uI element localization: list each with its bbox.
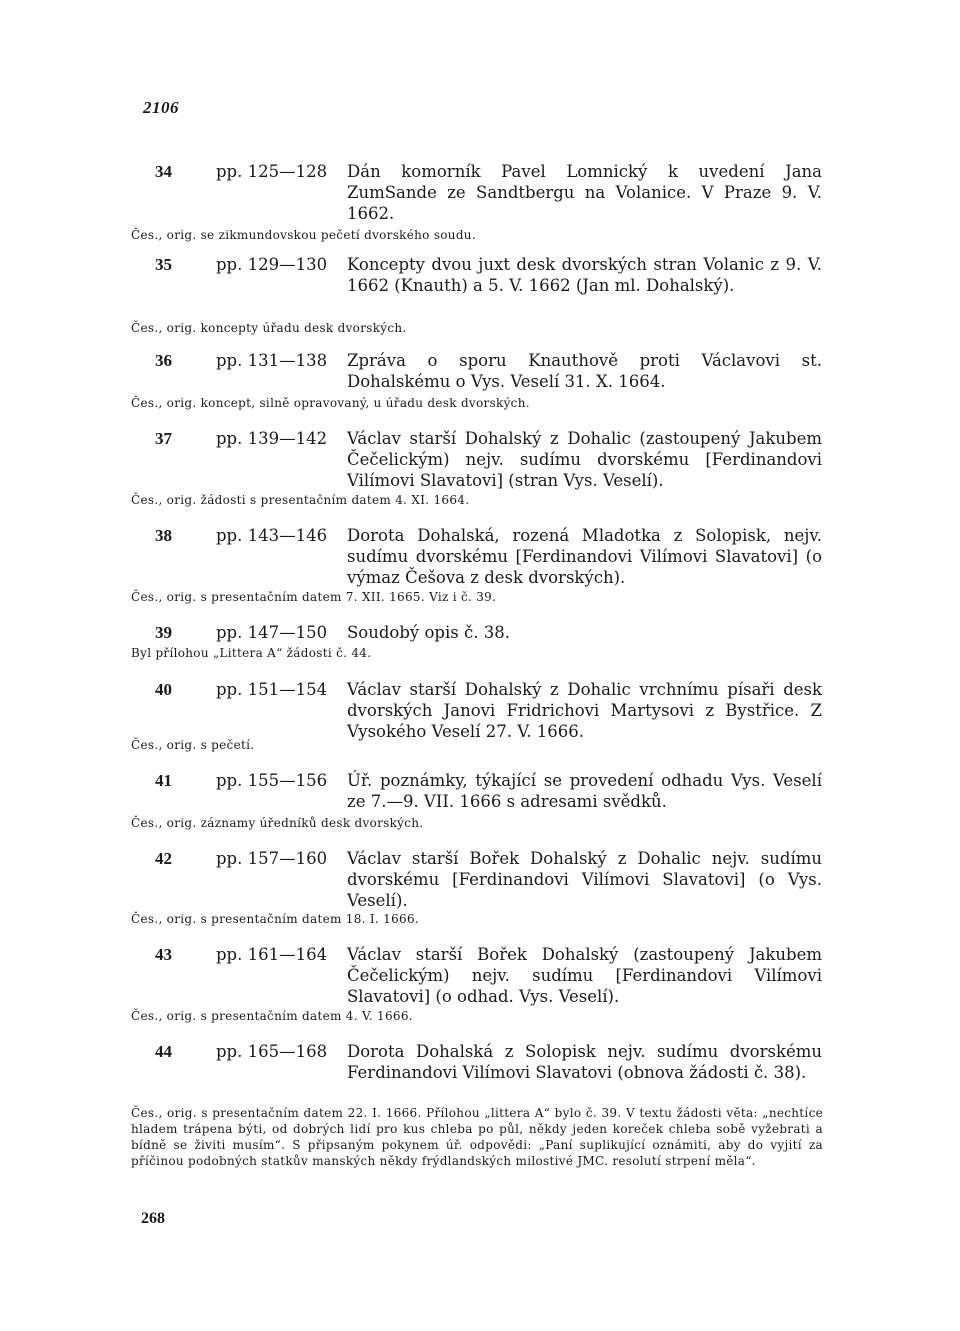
entry-note: Čes., orig. s presentačním datem 4. V. 1666. xyxy=(131,1009,413,1023)
entry-title: Václav starší Dohalský z Dohalic vrchnímu písaři desk dvorských Janovi Fridrichovi Martysovi z Bystřice. Z Vysokého Veselí 27. V. 1666. xyxy=(347,680,822,741)
entry-title: Soudobý opis č. 38. xyxy=(347,623,510,642)
entry-note: Byl přílohou „Littera A“ žádosti č. 44. xyxy=(131,646,372,660)
entry-title: Václav starší Bořek Dohalský (zastoupený Jakubem Čečelickým) nejv. sudímu [Ferdinandovi Vilímovi Slavatovi] (o odhad. Vys. Veselí). xyxy=(347,945,822,1006)
entry-note: Čes., orig. koncept, silně opravovaný, u úřadu desk dvorských. xyxy=(131,396,530,410)
entry-note: Čes., orig. žádosti s presentačním datem 4. XI. 1664. xyxy=(131,493,470,507)
entry-note: Čes., orig. záznamy úředníků desk dvorských. xyxy=(131,816,424,830)
entry-pages: pp. 139—142 xyxy=(216,429,328,448)
entry-number: 43 xyxy=(155,945,172,964)
entry-number: 38 xyxy=(155,526,172,545)
entry-pages: pp. 131—138 xyxy=(216,351,328,370)
entry-pages: pp. 151—154 xyxy=(216,680,328,699)
page-number-bottom: 268 xyxy=(141,1210,165,1227)
entry-number: 40 xyxy=(155,680,172,699)
entry-title: Dorota Dohalská, rozená Mladotka z Solopisk, nejv. sudímu dvorskému [Ferdinandovi Vilímovi Slavatovi] (o výmaz Češova z desk dvorských). xyxy=(347,526,822,587)
entry-pages: pp. 143—146 xyxy=(216,526,328,545)
entry-number: 44 xyxy=(155,1042,172,1061)
entry-note: Čes., orig. s pečetí. xyxy=(131,738,255,752)
entry-pages: pp. 165—168 xyxy=(216,1042,328,1061)
entry-number: 42 xyxy=(155,849,172,868)
entry-title: Úř. poznámky, týkající se provedení odhadu Vys. Veselí ze 7.—9. VII. 1666 s adresami svědků. xyxy=(347,771,822,811)
entry-pages: pp. 157—160 xyxy=(216,849,328,868)
entry-number: 34 xyxy=(155,162,172,181)
entry-title: Zpráva o sporu Knauthově proti Václavovi st. Dohalskému o Vys. Veselí 31. X. 1664. xyxy=(347,351,822,391)
entry-title: Václav starší Dohalský z Dohalic (zastoupený Jakubem Čečelickým) nejv. sudímu dvorskému [Ferdinandovi Vilímovi Slavatovi] (stran Vys. Veselí). xyxy=(347,429,822,490)
entry-pages: pp. 129—130 xyxy=(216,255,328,274)
entry-number: 36 xyxy=(155,351,172,370)
entry-note: Čes., orig. se zikmundovskou pečetí dvorského soudu. xyxy=(131,228,476,242)
entry-pages: pp. 161—164 xyxy=(216,945,328,964)
entry-number: 35 xyxy=(155,255,172,274)
entry-pages: pp. 147—150 xyxy=(216,623,328,642)
entry-title: Dán komorník Pavel Lomnický k uvedení Jana ZumSande ze Sandtbergu na Volanice. V Praze 9. V. 1662. xyxy=(347,162,822,223)
entry-number: 39 xyxy=(155,623,172,642)
entry-note: Čes., orig. s presentačním datem 7. XII. 1665. Viz i č. 39. xyxy=(131,590,497,604)
entry-pages: pp. 155—156 xyxy=(216,771,328,790)
entry-title: Dorota Dohalská z Solopisk nejv. sudímu dvorskému Ferdinandovi Vilímovi Slavatovi (obnova žádosti č. 38). xyxy=(347,1042,822,1082)
entry-note: Čes., orig. s presentačním datem 18. I. 1666. xyxy=(131,912,420,926)
page-number-top: 2106 xyxy=(143,98,179,117)
entry-title: Koncepty dvou juxt desk dvorských stran Volanic z 9. V. 1662 (Knauth) a 5. V. 1662 (Jan ml. Dohalský). xyxy=(347,255,822,295)
entry-number: 41 xyxy=(155,771,172,790)
entry-note: Čes., orig. koncepty úřadu desk dvorských. xyxy=(131,321,407,335)
entry-number: 37 xyxy=(155,429,172,448)
entry-pages: pp. 125—128 xyxy=(216,162,328,181)
entry-title: Václav starší Bořek Dohalský z Dohalic nejv. sudímu dvorskému [Ferdinandovi Vilímovi Slavatovi] (o Vys. Veselí). xyxy=(347,849,822,910)
entry-note: Čes., orig. s presentačním datem 22. I. 1666. Přílohou „littera A“ bylo č. 39. V textu žádosti věta: „nechtíce hladem trápena býti, od dobrých lidí pro kus chleba po půl, někdy jeden koreček chleba sobě vyžebrati a bídně se živiti musím“. S připsaným pokynem úř. odpovědi: „Paní suplikující oznámiti, aby do vyjití za příčinou podobných statkův manských někdy frýdlandských milostivé JMC. resolutí strpení měla“. xyxy=(131,1106,823,1168)
